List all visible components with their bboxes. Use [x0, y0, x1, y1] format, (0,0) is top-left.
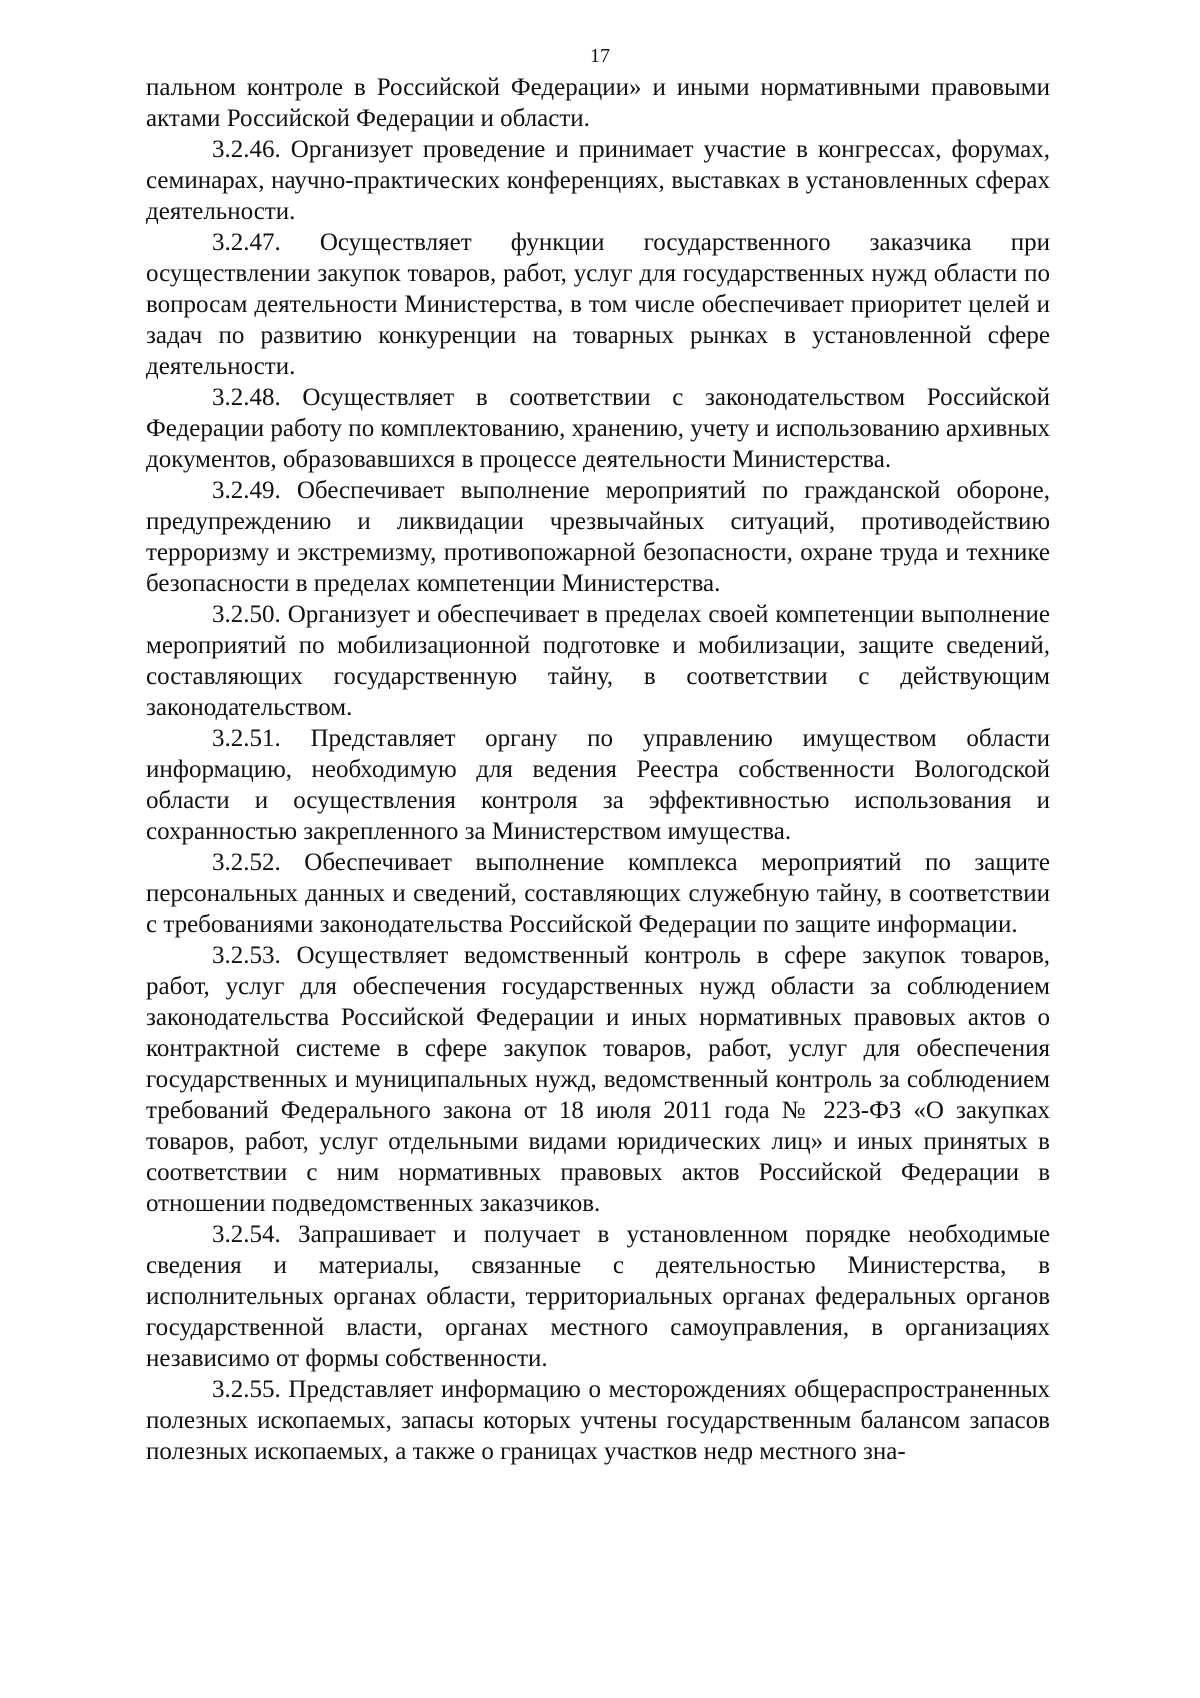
paragraph-3-2-54: 3.2.54. Запрашивает и получает в установленном порядке необходимые сведения и материалы, связанные с деятельностью Министерства, в исполнительных органах области, территориальных органах федеральных органов государственной власти, органах местного самоуправления, в организациях независимо от формы собственности. [146, 1221, 1050, 1372]
paragraph-3-2-50: 3.2.50. Организует и обеспечивает в пределах своей компетенции выполнение мероприятий по мобилизационной подготовке и мобилизации, защите сведений, составляющих государственную тайну, в соответствии с действующим законодательством. [146, 601, 1050, 721]
paragraph-3-2-51: 3.2.51. Представляет органу по управлению имуществом области информацию, необходимую для ведения Реестра собственности Вологодской области и осуществления контроля за эффективностью использования и сохранностью закрепленного за Министерством имущества. [146, 725, 1050, 845]
paragraph-3-2-47: 3.2.47. Осуществляет функции государственного заказчика при осуществлении закупок товаров, работ, услуг для государственных нужд области по вопросам деятельности Министерства, в том числе обеспечивает приоритет целей и задач по развитию конкуренции на товарных рынках в установленной сфере деятельности. [146, 229, 1050, 380]
paragraph-3-2-53: 3.2.53. Осуществляет ведомственный контроль в сфере закупок товаров, работ, услуг для обеспечения государственных нужд области за соблюдением законодательства Российской Федерации и иных нормативных правовых актов о контрактной системе в сфере закупок товаров, работ, услуг для обеспечения государственных и муниципальных нужд, ведомственный контроль за соблюдением требований Федерального закона от 18 июля 2011 года № 223-ФЗ «О закупках товаров, работ, услуг отдельными видами юридических лиц» и иных принятых в соответствии с ним нормативных правовых актов Российской Федерации в отношении подведомственных заказчиков. [146, 942, 1050, 1217]
paragraph-continuation: пальном контроле в Российской Федерации» и иными нормативными правовыми актами Российской Федерации и области. [146, 74, 1050, 132]
paragraph-3-2-46: 3.2.46. Организует проведение и принимает участие в конгрессах, форумах, семинарах, научно-практических конференциях, выставках в установленных сферах деятельности. [146, 136, 1050, 225]
page-number: 17 [590, 45, 610, 67]
paragraph-3-2-49: 3.2.49. Обеспечивает выполнение мероприятий по гражданской обороне, предупреждению и ликвидации чрезвычайных ситуаций, противодействию терроризму и экстремизму, противопожарной безопасности, охране труда и технике безопасности в пределах компетенции Министерства. [146, 477, 1050, 597]
paragraph-3-2-55: 3.2.55. Представляет информацию о месторождениях общераспространенных полезных ископаемых, запасы которых учтены государственным балансом запасов полезных ископаемых, а также о границах участков недр местного зна- [146, 1376, 1050, 1465]
paragraph-3-2-52: 3.2.52. Обеспечивает выполнение комплекса мероприятий по защите персональных данных и сведений, составляющих служебную тайну, в соответствии с требованиями законодательства Российской Федерации по защите информации. [146, 849, 1050, 938]
paragraph-3-2-48: 3.2.48. Осуществляет в соответствии с законодательством Российской Федерации работу по комплектованию, хранению, учету и использованию архивных документов, образовавшихся в процессе деятельности Министерства. [146, 384, 1050, 473]
document-body [146, 72, 1050, 1467]
